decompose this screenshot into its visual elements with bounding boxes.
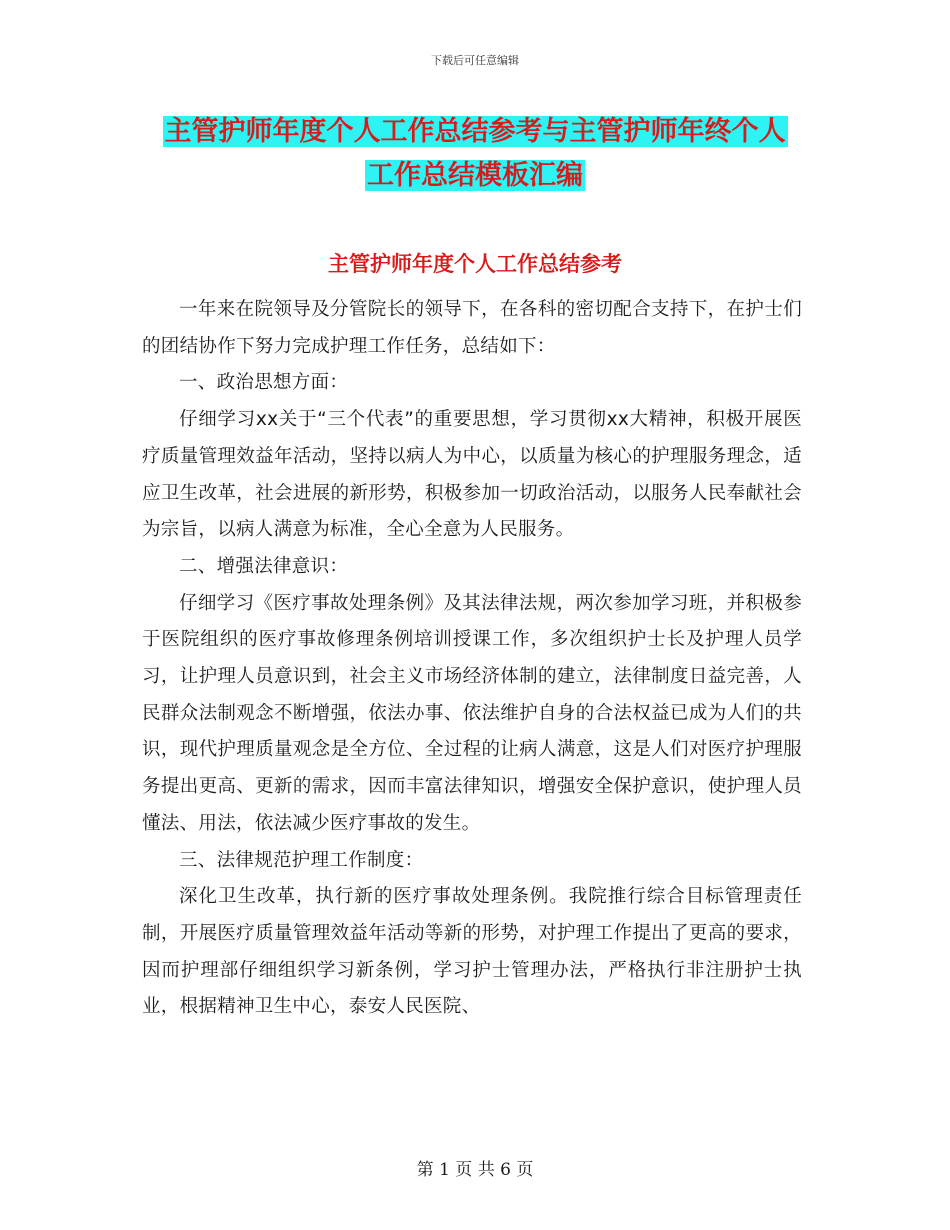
section-heading: 一、政治思想方面： bbox=[179, 372, 349, 394]
paragraph: 一年来在院领导及分管院长的领导下，在各科的密切配合支持下，在护士们的团结协作下努力完成护理工作任务，总结如下： bbox=[142, 299, 802, 357]
document-title bbox=[100, 110, 850, 198]
section-heading: 三、法律规范护理工作制度： bbox=[179, 849, 424, 871]
paragraph: 仔细学习xx关于“三个代表”的重要思想，学习贯彻xx大精神，积极开展医疗质量管理效益年活动，坚持以病人为中心，以质量为核心的护理服务理念，适应卫生改革，社会进展的新形势，积极参加一切政治活动，以服务人民奉献社会为宗旨，以病人满意为标准，全心全意为人民服务。 bbox=[142, 409, 802, 541]
header-note: 下载后可任意编辑 bbox=[431, 54, 519, 67]
paragraph: 仔细学习《医疗事故处理条例》及其法律法规，两次参加学习班，并积极参于医院组织的医疗事故修理条例培训授课工作，多次组织护士长及护理人员学习，让护理人员意识到，社会主义市场经济体制的建立，法律制度日益完善，人民群众法制观念不断增强，依法办事、依法维护自身的合法权益已成为人们的共识，现代护理质量观念是全方位、全过程的让病人满意，这是人们对医疗护理服务提出更高、更新的需求，因而丰富法律知识，增强安全保护意识，使护理人员懂法、用法，依法减少医疗事故的发生。 bbox=[142, 592, 802, 834]
title-line-2: 工作总结模板汇编 bbox=[367, 160, 583, 191]
section-title: 主管护师年度个人工作总结参考 bbox=[328, 252, 622, 276]
page-footer: 第 1 页 共 6 页 bbox=[416, 1160, 534, 1180]
title-line-1: 主管护师年度个人工作总结参考与主管护师年终个人 bbox=[164, 116, 786, 147]
section-heading: 二、增强法律意识： bbox=[179, 555, 349, 577]
paragraph: 深化卫生改革，执行新的医疗事故处理条例。我院推行综合目标管理责任制，开展医疗质量管理效益年活动等新的形势，对护理工作提出了更高的要求，因而护理部仔细组织学习新条例，学习护士管理办法，严格执行非注册护士执业，根据精神卫生中心，泰安人民医院、 bbox=[142, 886, 802, 1018]
body-text bbox=[142, 292, 802, 1026]
